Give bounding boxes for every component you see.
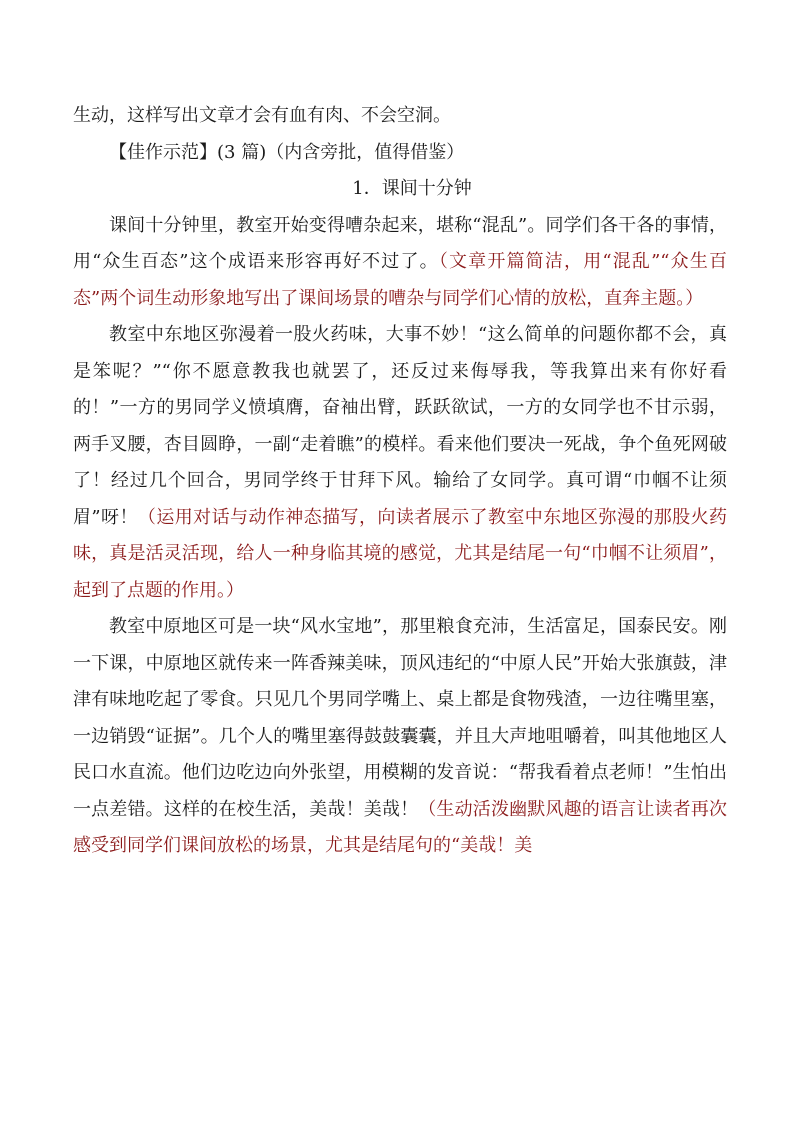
paragraph-1 [73,208,727,318]
annotation: （生动活泼幽默风趣的语言让读者再次感受到同学们课间放松的场景，尤其是结尾句的“美哉！美 [73,798,728,856]
paragraph-3 [73,609,727,865]
paragraph-text: 课间十分钟里，教室开始变得嘈杂起来，堪称“混乱”。同学们各干各的事情，用“众生百态”这个成语来形容再好不过了。 [73,214,727,272]
paragraph-text: 教室中东地区弥漫着一股火药味，大事不妙！“这么简单的问题你都不会，真是笨呢？”“你不愿意教我也就罢了，还反过来侮辱我，等我算出来有你好看的！”一方的男同学义愤填膺，奋袖出臂，跃跃欲试，一方的女同学也不甘示弱，两手叉腰，杏目圆睁，一副“走着瞧”的模样。看来他们要决一死战，争个鱼死网破了！经过几个回合，男同学终于甘拜下风。输给了女同学。真可谓“巾帼不让须眉”呀！ [73,324,727,528]
annotation: （运用对话与动作神态描写，向读者展示了教室中东地区弥漫的那股火药味，真是活灵活现，给人一种身临其境的感觉，尤其是结尾一句“巾帼不让须眉”，起到了点题的作用。） [73,506,728,601]
paragraph-text: 教室中原地区可是一块“风水宝地”，那里粮食充沛，生活富足，国泰民安。刚一下课，中原地区就传来一阵香辣美味，顶风违纪的“中原人民”开始大张旗鼓，津津有味地吃起了零食。只见几个男同学嘴上、桌上都是食物残渣，一边往嘴里塞，一边销毁“证据”。几个人的嘴里塞得鼓鼓囊囊，并且大声地咀嚼着，叫其他地区人民口水直流。他们边吃边向外张望，用模糊的发音说：“帮我看着点老师！”生怕出一点差错。这样的在校生活，美哉！美哉！ [73,616,727,820]
paragraph-2 [73,317,727,609]
document-body [73,98,727,865]
lead-line: 生动，这样写出文章才会有血有肉、不会空洞。 [73,105,451,126]
essay-title: 1．课间十分钟 [352,178,472,199]
annotation: （文章开篇简洁，用“混乱”“众生百态”两个词生动形象地写出了课间场景的嘈杂与同学们心情的放松，直奔主题。） [73,251,727,309]
section-header: 【佳作示范】(3 篇)（内含旁批，值得借鉴） [109,141,465,163]
